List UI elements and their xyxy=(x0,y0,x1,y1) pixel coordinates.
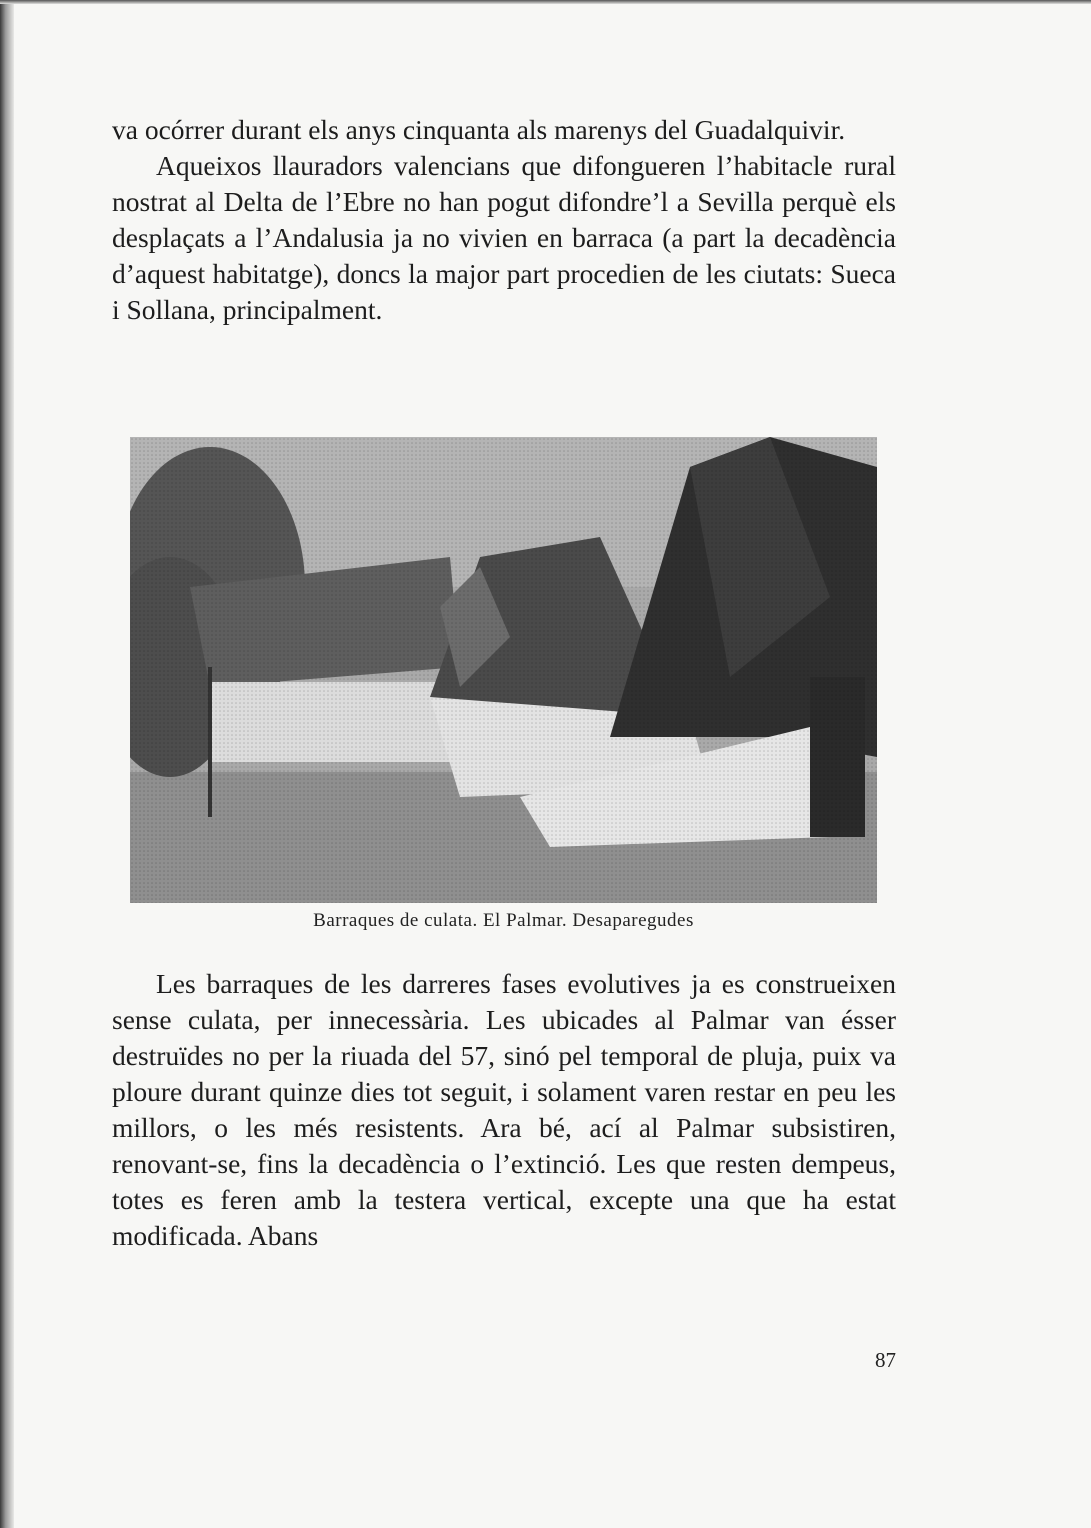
page-top-edge xyxy=(0,0,1091,4)
text-block-bottom xyxy=(112,966,896,1254)
paragraph-llauradors: Aqueixos llauradors valencians que difongueren l’habitacle rural nostrat al Delta de l’Ebre no han pogut difondre’l a Sevilla perquè els desplaçats a l’Andalusia ja no vivien en barraca (a part la decadència d’aquest habitatge), doncs la major part procedien de les ciutats: Sueca i Sollana, principalment. xyxy=(112,150,896,325)
paragraph-barraques: Les barraques de les darreres fases evolutives ja es construeixen sense culata, per innecessària. Les ubicades al Palmar van ésser destruïdes no per la riuada del 57, sinó pel temporal de pluja, puix va ploure durant quinze dies tot seguit, i solament varen restar en peu les millors, o les més resistents. Ara bé, ací al Palmar subsistiren, renovant-se, fins la decadència o l’extinció. Les que resten dempeus, totes es feren amb la testera vertical, excepte una que ha estat modificada. Abans xyxy=(112,968,896,1251)
page-number: 87 xyxy=(875,1348,896,1372)
barraques-photo xyxy=(130,437,877,903)
photo-caption: Barraques de culata. El Palmar. Desaparegudes xyxy=(313,910,694,931)
text-block-top xyxy=(112,112,896,328)
paragraph-continued: va ocórrer durant els anys cinquanta als marenys del Guadalquivir. xyxy=(112,114,846,145)
binding-shadow xyxy=(0,0,14,1528)
